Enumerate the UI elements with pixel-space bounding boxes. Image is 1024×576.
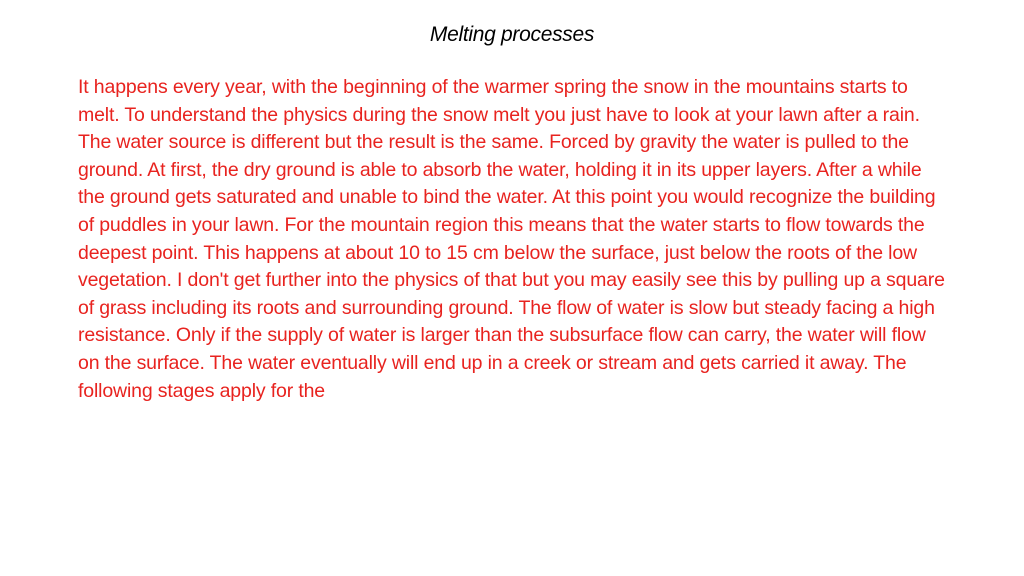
body-paragraph: It happens every year, with the beginning of the warmer spring the snow in the mountains starts to melt. To understand the physics during the snow melt you just have to look at your lawn after a rain. The water source is different but the result is the same. Forced by gravity the water is pulled to the ground. At first, the dry ground is able to absorb the water, holding it in its upper layers. After a while the ground gets saturated and unable to bind the water. At this point you would recognize the building of puddles in your lawn. For the mountain region this means that the water starts to flow towards the deepest point. This happens at about 10 to 15 cm below the surface, just below the roots of the low vegetation. I don't get further into the physics of that but you may easily see this by pulling up a square of grass including its roots and surrounding ground. The flow of water is slow but steady facing a high resistance. Only if the supply of water is larger than the subsurface flow can carry, the water will flow on the surface. The water eventually will end up in a creek or stream and gets carried it away. The following stages apply for the bbox=[78, 76, 945, 402]
slide-title: Melting processes bbox=[429, 23, 595, 46]
slide-body bbox=[78, 74, 948, 405]
